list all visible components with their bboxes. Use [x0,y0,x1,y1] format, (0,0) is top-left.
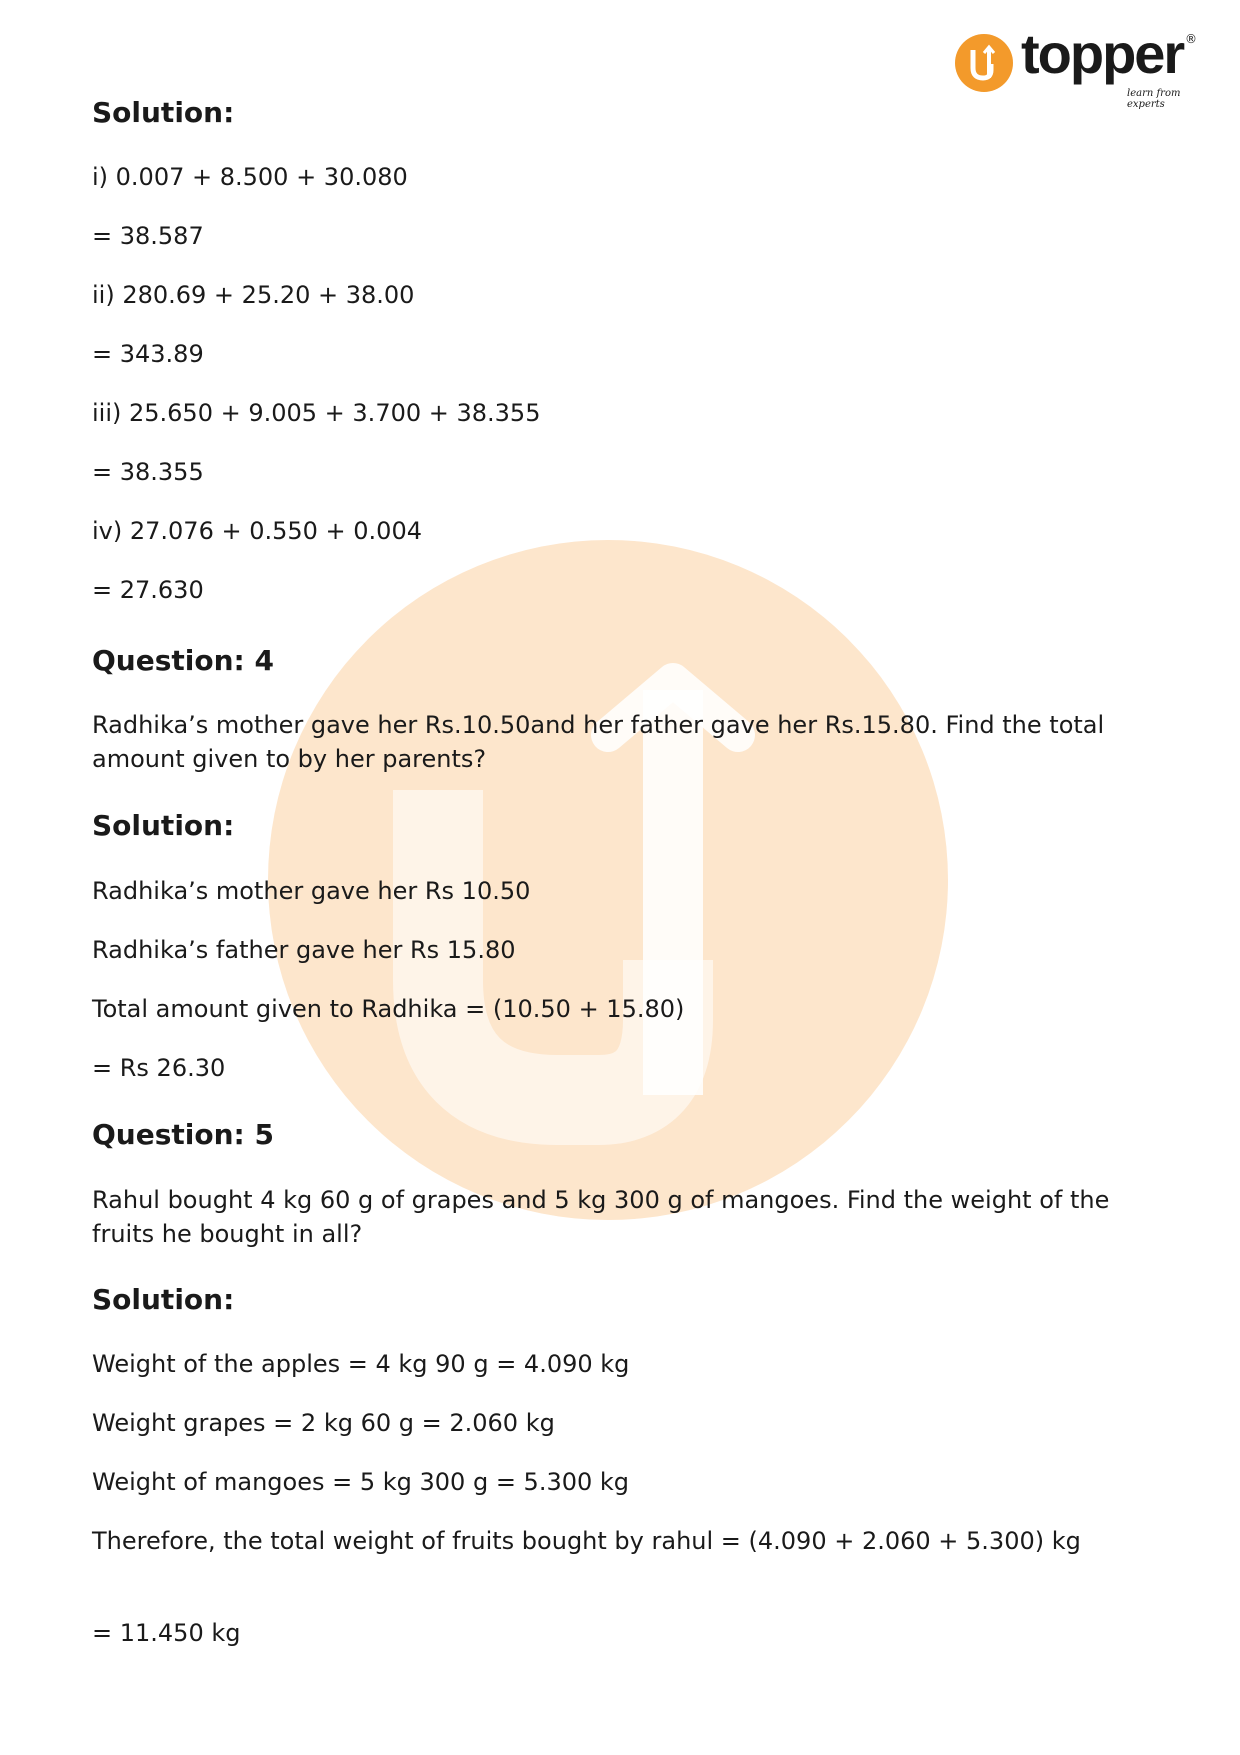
solution-line: iv) 27.076 + 0.550 + 0.004 [92,517,422,545]
question-heading: Question: 5 [92,1118,274,1151]
solution-line: Weight grapes = 2 kg 60 g = 2.060 kg [92,1409,555,1437]
solution-heading: Solution: [92,1283,235,1316]
solution-line: Weight of mangoes = 5 kg 300 g = 5.300 kg [92,1468,630,1496]
solution-line: Radhika’s father gave her Rs 15.80 [92,936,516,964]
solution-heading: Solution: [92,809,235,842]
brand-tagline: learn from experts [1127,88,1181,110]
solution-line: ii) 280.69 + 25.20 + 38.00 [92,281,415,309]
solution-line: Weight of the apples = 4 kg 90 g = 4.090 kg [92,1350,630,1378]
question-text: Radhika’s mother gave her Rs.10.50and her father gave her Rs.15.80. Find the total amount given to by her parents? [92,711,1105,773]
solution-line: iii) 25.650 + 9.005 + 3.700 + 38.355 [92,399,541,427]
registered-mark: ® [1185,32,1197,46]
solution-total-text: Therefore, the total weight of fruits bought by rahul = (4.090 + 2.060 + 5.300) kg [92,1527,1081,1555]
brand-logo-icon [955,34,1013,92]
solution-line: = 38.587 [92,222,204,250]
solution-line: Total amount given to Radhika = (10.50 + 15.80) [92,995,685,1023]
solution-line: = Rs 26.30 [92,1054,226,1082]
brand-logo [955,22,1205,110]
solution-line: = 38.355 [92,458,204,486]
solution-line: i) 0.007 + 8.500 + 30.080 [92,163,408,191]
solution-line: = 343.89 [92,340,204,368]
brand-name: topper [1021,22,1184,85]
solution-line: = 27.630 [92,576,204,604]
question-text: Rahul bought 4 kg 60 g of grapes and 5 kg 300 g of mangoes. Find the weight of the fruits he bought in all? [92,1186,1110,1248]
solution-answer: = 11.450 kg [92,1619,241,1647]
solution-line: Radhika’s mother gave her Rs 10.50 [92,877,531,905]
question-heading: Question: 4 [92,644,274,677]
solution-heading: Solution: [92,96,235,129]
